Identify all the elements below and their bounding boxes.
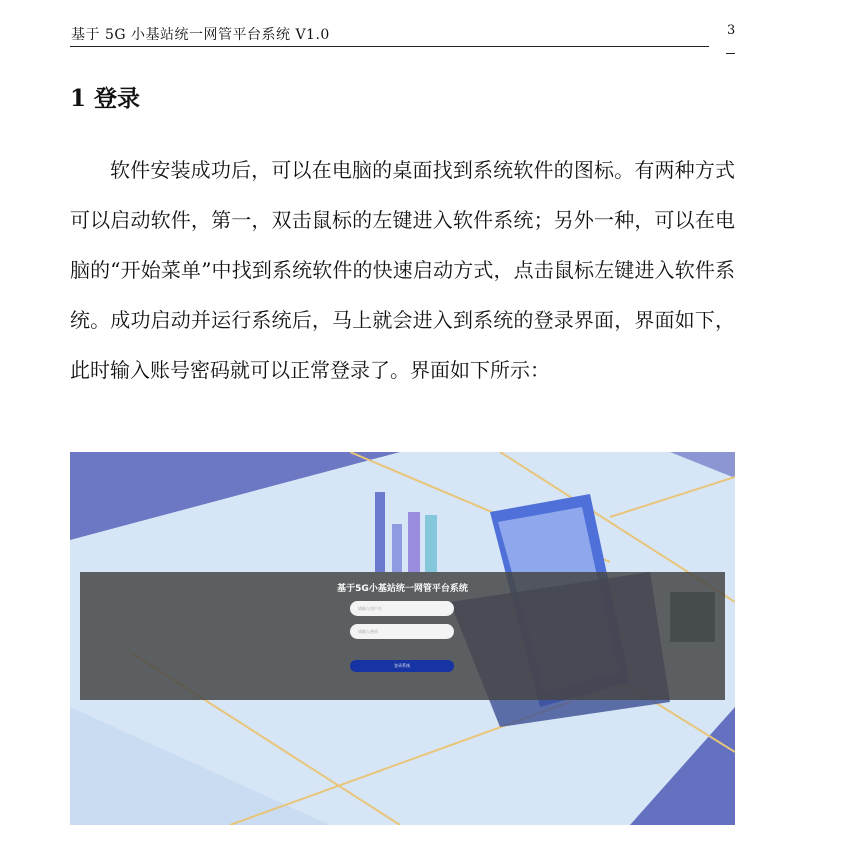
- header-rule: [70, 46, 709, 47]
- body-paragraph: 软件安装成功后，可以在电脑的桌面找到系统软件的图标。有两种方式可以启动软件，第一，双击鼠标的左键进入软件系统；另外一种，可以在电脑的“开始菜单”中找到系统软件的快速启动方式，点击鼠标左键进入软件系统。成功启动并运行系统后，马上就会进入到系统的登录界面，界面如下，此时输入账号密码就可以正常登录了。界面如下所示：: [70, 158, 735, 382]
- login-panel: [80, 572, 725, 700]
- section-heading: 1 登录: [70, 85, 141, 112]
- username-input[interactable]: 请输入用户名: [350, 601, 454, 616]
- page-number: 3: [727, 23, 736, 38]
- login-button[interactable]: 登录系统: [350, 660, 454, 672]
- running-header-title: 基于 5G 小基站统一网管平台系统 V1.0: [71, 27, 330, 43]
- login-screenshot: [70, 452, 735, 825]
- login-title: 基于5G小基站统一网管平台系统: [337, 584, 468, 594]
- password-input[interactable]: 请输入密码: [350, 624, 454, 639]
- page-number-underline: [726, 53, 735, 54]
